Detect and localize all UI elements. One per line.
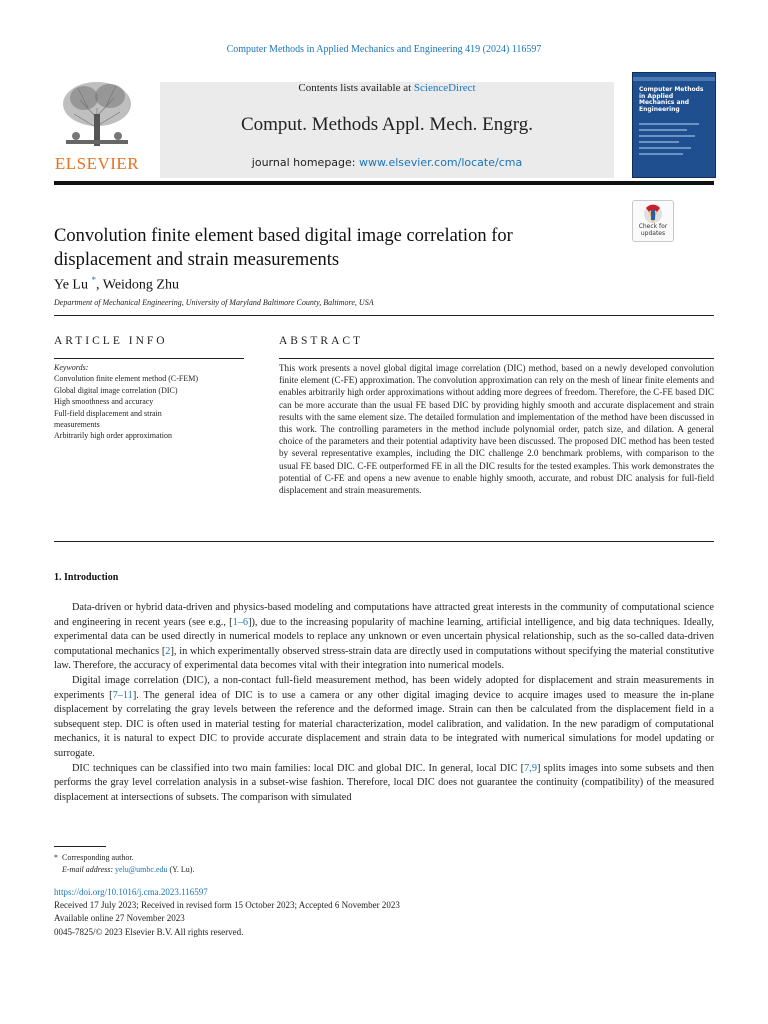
citation-link[interactable]: 2 (165, 645, 171, 657)
doi-link[interactable]: https://doi.org/10.1016/j.cma.2023.116597 (54, 887, 208, 897)
abstract-text: This work presents a novel global digital image correlation (DIC) method, based on a newly developed convolution finite element (C-FE) approximation. The convolution approximation can rely on the mesh of linear finite elements and enables arbitrarily high order approximations without adding more degrees of freedom. Therefore, the C-FE based DIC can be more accurate than the usual FE based DIC by providing highly smooth and accurate displacement and strain results with the same element size. The detailed formulation and implementation of the method have been discussed in this work. The controlling parameters in the method include polynomial order, patch size, and dilation. A general choice of the parameters and their potential adaptivity have been discussed. The proposed DIC method has been tested by several representative examples, including the DIC challenge 2.0 benchmark problems, with comparison to the usual FE based DIC. C-FE outperformed FE in all the DIC results for the tested examples. This work demonstrates the potential of C-FE and opens a new avenue to enable highly smooth, accurate, and robust DIC analysis for full-field displacement and strain measurements. (279, 363, 714, 496)
article-info-heading: ARTICLE INFO (54, 335, 168, 347)
contents-line (160, 82, 614, 94)
body-text (54, 601, 714, 805)
keywords-label: Keywords: (54, 363, 89, 372)
journal-citation-header[interactable]: Computer Methods in Applied Mechanics and Engineering 419 (2024) 116597 (226, 44, 542, 55)
footnote-mark: * (54, 853, 58, 862)
citation-link[interactable]: 7,9 (524, 762, 537, 774)
corresponding-author-mark[interactable]: * (91, 275, 96, 285)
journal-cover-image[interactable] (632, 72, 716, 178)
check-for-updates-badge[interactable] (632, 200, 674, 242)
journal-title: Comput. Methods Appl. Mech. Engrg. (240, 114, 534, 135)
paragraph: Data-driven or hybrid data-driven and physics-based modeling and computations have attracted great interests in the community of computational science and engineering in recent years (see e.g., [1–6]), due to the increasing popularity of machine learning, artificial intelligence, and big data techniques. Ideally, experimental data can be used directly in numerical models to replace any unknown or even uncertain physical relationship, such as the so-called data-driven computational mechanics [2], in which experimentally observed stress-strain data are directly used in computations without specifying the material constitutive law. Therefore, the accuracy of experimental data becomes vital with their integration into numerical models. (54, 602, 714, 672)
cover-decoration (639, 123, 709, 159)
paragraph: DIC techniques can be classified into two main families: local DIC and global DIC. In general, local DIC [7,9] splits images into some subsets and then performs the gray level correlation analysis in a subset-wise fashion. Therefore, local DIC does not guarantee the continuity (compatibility) of the measured displacement at intersections of subsets. The comparison with simulated (54, 762, 714, 803)
journal-info-box (160, 82, 614, 178)
footnote (54, 852, 195, 876)
section-divider (54, 315, 714, 316)
copyright-line: 0045-7825/© 2023 Elsevier B.V. All rights reserved. (54, 926, 244, 937)
paragraph: Digital image correlation (DIC), a non-contact full-field measurement method, has been widely adopted for displacement and strain measurements in experiments [7–11]. The general idea of DIC is to use a camera or any other digital imaging device to acquire images used to measure the in-plane displacement by correlating the gray levels between the reference and the deformed image. Strain can then be calculated from the displacement field in a subsequent step. DIC is often used in material testing for material characterization, model calibration, and validation. In the new paradigm of computational mechanics, it is natural to expect DIC to provide accurate displacement and strain data to be integrated with numerical simulations for model updating or surrogate. (54, 674, 714, 759)
article-info-divider (54, 358, 244, 359)
footnote-email: E-mail address: yelu@umbc.edu (Y. Lu). (62, 865, 195, 874)
journal-masthead (54, 72, 714, 182)
journal-homepage-link[interactable]: www.elsevier.com/locate/cma (359, 156, 523, 169)
citation-link[interactable]: 7–11 (112, 689, 133, 701)
footnote-divider (54, 846, 106, 847)
contents-prefix: Contents lists available at (298, 82, 414, 94)
section-heading-introduction: 1. Introduction (54, 572, 119, 583)
email-label: E-mail address: (62, 865, 114, 874)
elsevier-logo[interactable] (54, 72, 140, 176)
elsevier-tree-icon (58, 78, 136, 148)
available-online: Available online 27 November 2023 (54, 913, 185, 924)
keywords-block (54, 362, 244, 442)
citation-link[interactable]: 1–6 (232, 616, 249, 628)
abstract-divider (279, 358, 714, 359)
author-separator: , (95, 277, 103, 293)
keyword-item: Full-field displacement and strain measurements (54, 408, 162, 430)
keyword-item: High smoothness and accuracy (54, 397, 154, 407)
journal-homepage-line (160, 156, 614, 169)
abstract-heading: ABSTRACT (279, 335, 364, 347)
masthead-divider (54, 181, 714, 185)
author-name: Ye Lu (54, 277, 88, 293)
section-divider (54, 541, 714, 542)
author-email-link[interactable]: yelu@umbc.edu (115, 865, 168, 874)
crossmark-label: Check for updates (638, 223, 668, 237)
author-affiliation: Department of Mechanical Engineering, University of Maryland Baltimore County, Baltimore, USA (54, 298, 374, 307)
footnote-corresponding: * Corresponding author. (54, 853, 134, 862)
article-dates: Received 17 July 2023; Received in revised form 15 October 2023; Accepted 6 November 2023 (54, 900, 400, 911)
elsevier-wordmark: ELSEVIER (54, 154, 140, 173)
keyword-item: Convolution finite element method (C-FEM) (54, 374, 198, 384)
cover-title: Computer Methods in Applied Mechanics and Engineering (639, 86, 704, 113)
article-metadata (54, 886, 400, 939)
author-list (54, 275, 179, 294)
paper-title: Convolution finite element based digital image correlation for displacement and strain measurements (54, 226, 513, 270)
homepage-prefix: journal homepage: (251, 156, 359, 169)
keyword-item: Global digital image correlation (DIC) (54, 385, 178, 395)
cover-strip (633, 77, 715, 81)
sciencedirect-link[interactable]: ScienceDirect (413, 82, 476, 94)
keyword-item: Arbitrarily high order approximation (54, 431, 172, 441)
author-name: Weidong Zhu (102, 277, 179, 293)
